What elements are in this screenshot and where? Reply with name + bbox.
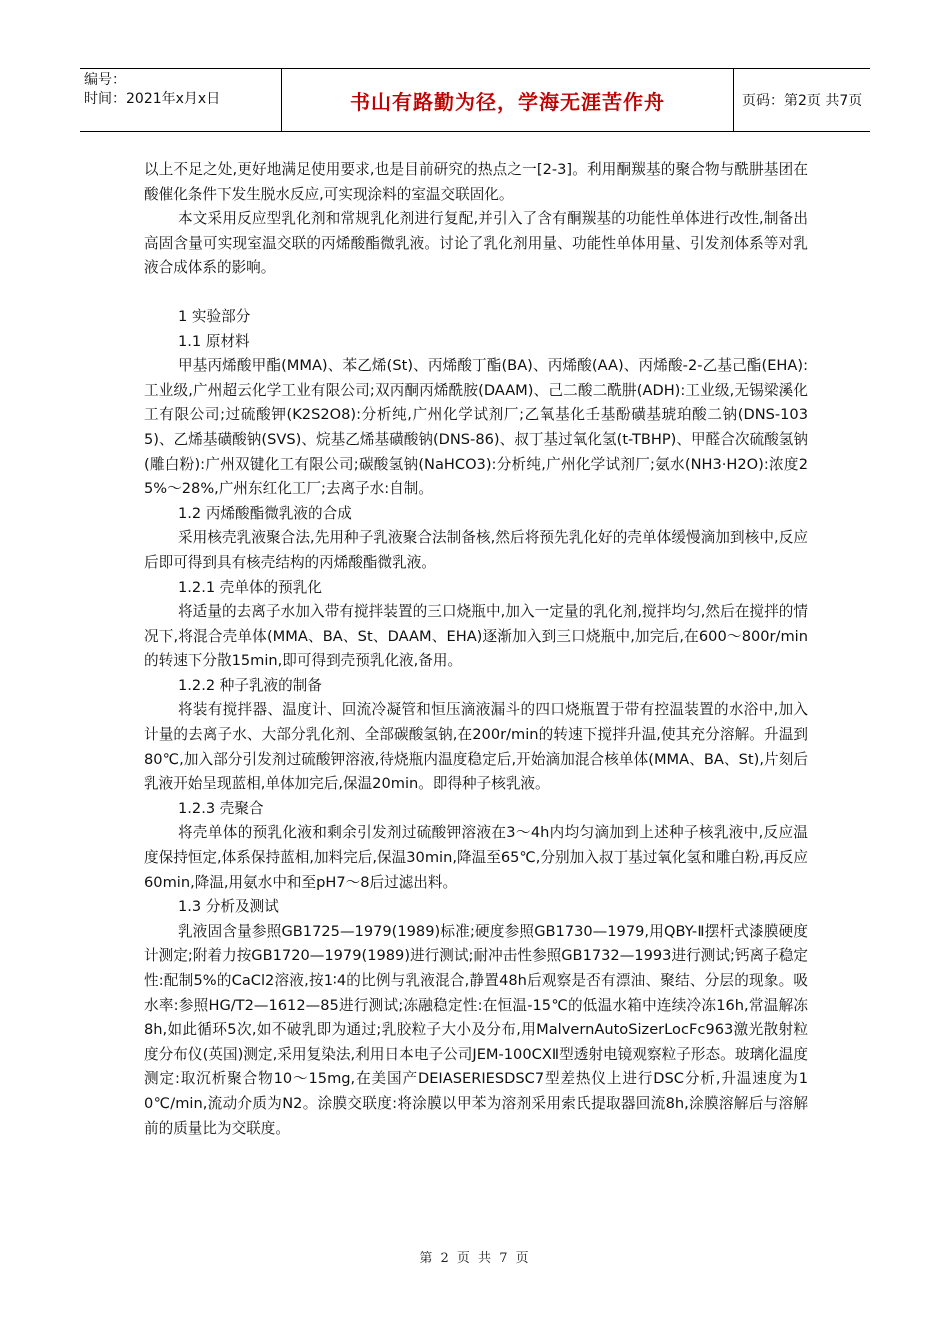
paragraph-pre-emulsification: 将适量的去离子水加入带有搅拌装置的三口烧瓶中,加入一定量的乳化剂,搅拌均匀,然后在搅拌的情况下,将混合壳单体(MMA、BA、St、DAAM、EHA)逐渐加入到三口烧瓶中,加完后,在600～800r/min的转速下分散15min,即可得到壳预乳化液,备用。 (144, 603, 808, 670)
heading-section-1-2-1: 1.2.1 壳单体的预乳化 (178, 578, 322, 596)
heading-section-1-2-2: 1.2.2 种子乳液的制备 (178, 676, 322, 694)
heading-section-1-3: 1.3 分析及测试 (178, 898, 279, 916)
document-time-label: 时间：2021年x月x日 (84, 91, 221, 107)
page-footer: 第 2 页 共 7 页 (419, 1251, 531, 1266)
heading-section-1-2: 1.2 丙烯酸酯微乳液的合成 (178, 504, 352, 522)
paragraph-intro-summary: 本文采用反应型乳化剂和常规乳化剂进行复配,并引入了含有酮羰基的功能性单体进行改性,制备出高固含量可实现室温交联的丙烯酸酯微乳液。讨论了乳化剂用量、功能性单体用量、引发剂体系等对乳液合成体系的影响。 (144, 210, 808, 277)
paragraph-analysis-testing: 乳液固含量参照GB1725—1979(1989)标准;硬度参照GB1730—1979,用QBY-Ⅱ摆杆式漆膜硬度计测定;附着力按GB1720—1979(1989)进行测试;耐冲击性参照GB1732—1993进行测试;钙离子稳定性:配制5%的CaCl2溶液,按1∶4的比例与乳液混合,静置48h后观察是否有漂油、聚结、分层的现象。吸水率:参照HG/T2—1612—85进行测试;冻融稳定性:在恒温-15℃的低温水箱中连续冷冻16h,常温解冻8h,如此循环5次,如不破乳即为通过;乳胶粒子大小及分布,用MalvernAutoSizerLocFc963激光散射粒度分布仪(英国)测定,采用复染法,利用日本电子公司JEM-100CXⅡ型透射电镜观察粒子形态。玻璃化温度测定:取沉析聚合物10～15mg,在美国产DEIASERIESDSC7型差热仪上进行DSC分析,升温速度为10℃/min,流动介质为N2。涂膜交联度:将涂膜以甲苯为溶剂采用索氏提取器回流8h,涂膜溶解后与溶解前的质量比为交联度。 (144, 922, 808, 1137)
paragraph-seed-emulsion: 将装有搅拌器、温度计、回流冷凝管和恒压滴液漏斗的四口烧瓶置于带有控温装置的水浴中,加入计量的去离子水、大部分乳化剂、全部碳酸氢钠,在200r/min的转速下搅拌升温,使其充分溶解。升温到80℃,加入部分引发剂过硫酸钾溶液,待烧瓶内温度稳定后,开始滴加混合核单体(MMA、BA、St),片刻后乳液开始呈现蓝相,单体加完后,保温20min。即得种子核乳液。 (144, 701, 808, 793)
paragraph-materials: 甲基丙烯酸甲酯(MMA)、苯乙烯(St)、丙烯酸丁酯(BA)、丙烯酸(AA)、丙烯酸-2-乙基己酯(EHA):工业级,广州超云化学工业有限公司;双丙酮丙烯酰胺(DAAM)、己二酸二酰肼(ADH):工业级,无锡梁溪化工有限公司;过硫酸钾(K2S2O8):分析纯,广州化学试剂厂;乙氧基化壬基酚磺基琥珀酸二钠(DNS-1035)、乙烯基磺酸钠(SVS)、烷基乙烯基磺酸钠(DNS-86)、叔丁基过氧化氢(t-TBHP)、甲醛合次硫酸氢钠(雕白粉):广州双键化工有限公司;碳酸氢钠(NaHCO3):分析纯,广州化学试剂厂;氨水(NH3·H2O):浓度25%～28%,广州东红化工厂;去离子水:自制。 (144, 357, 808, 498)
header-meta (80, 69, 282, 131)
document-body (144, 158, 808, 1141)
paragraph-shell-polymerization: 将壳单体的预乳化液和剩余引发剂过硫酸钾溶液在3～4h内均匀滴加到上述种子核乳液中,反应温度保持恒定,体系保持蓝相,加料完后,保温30min,降温至65℃,分别加入叔丁基过氧化氢和雕白粉,再反应60min,降温,用氨水中和至pH7～8后过滤出料。 (144, 824, 808, 891)
heading-section-1-2-3: 1.2.3 壳聚合 (178, 799, 264, 817)
paragraph-synthesis: 采用核壳乳液聚合法,先用种子乳液聚合法制备核,然后将预先乳化好的壳单体缓慢滴加到核中,反应后即可得到具有核壳结构的丙烯酸酯微乳液。 (144, 529, 808, 571)
header-motto: 书山有路勤为径，学海无涯苦作舟 (282, 69, 734, 131)
page-header (80, 68, 870, 132)
document-number-label: 编号： (84, 72, 126, 88)
heading-section-1-1: 1.1 原材料 (178, 332, 250, 350)
paragraph-intro-continued: 以上不足之处,更好地满足使用要求,也是目前研究的热点之一[2-3]。利用酮羰基的聚合物与酰肼基团在酸催化条件下发生脱水反应,可实现涂料的室温交联固化。 (144, 161, 808, 203)
section-spacer (144, 281, 808, 305)
header-page-number: 页码：第2页 共7页 (742, 93, 863, 109)
heading-section-1: 1 实验部分 (178, 307, 251, 325)
